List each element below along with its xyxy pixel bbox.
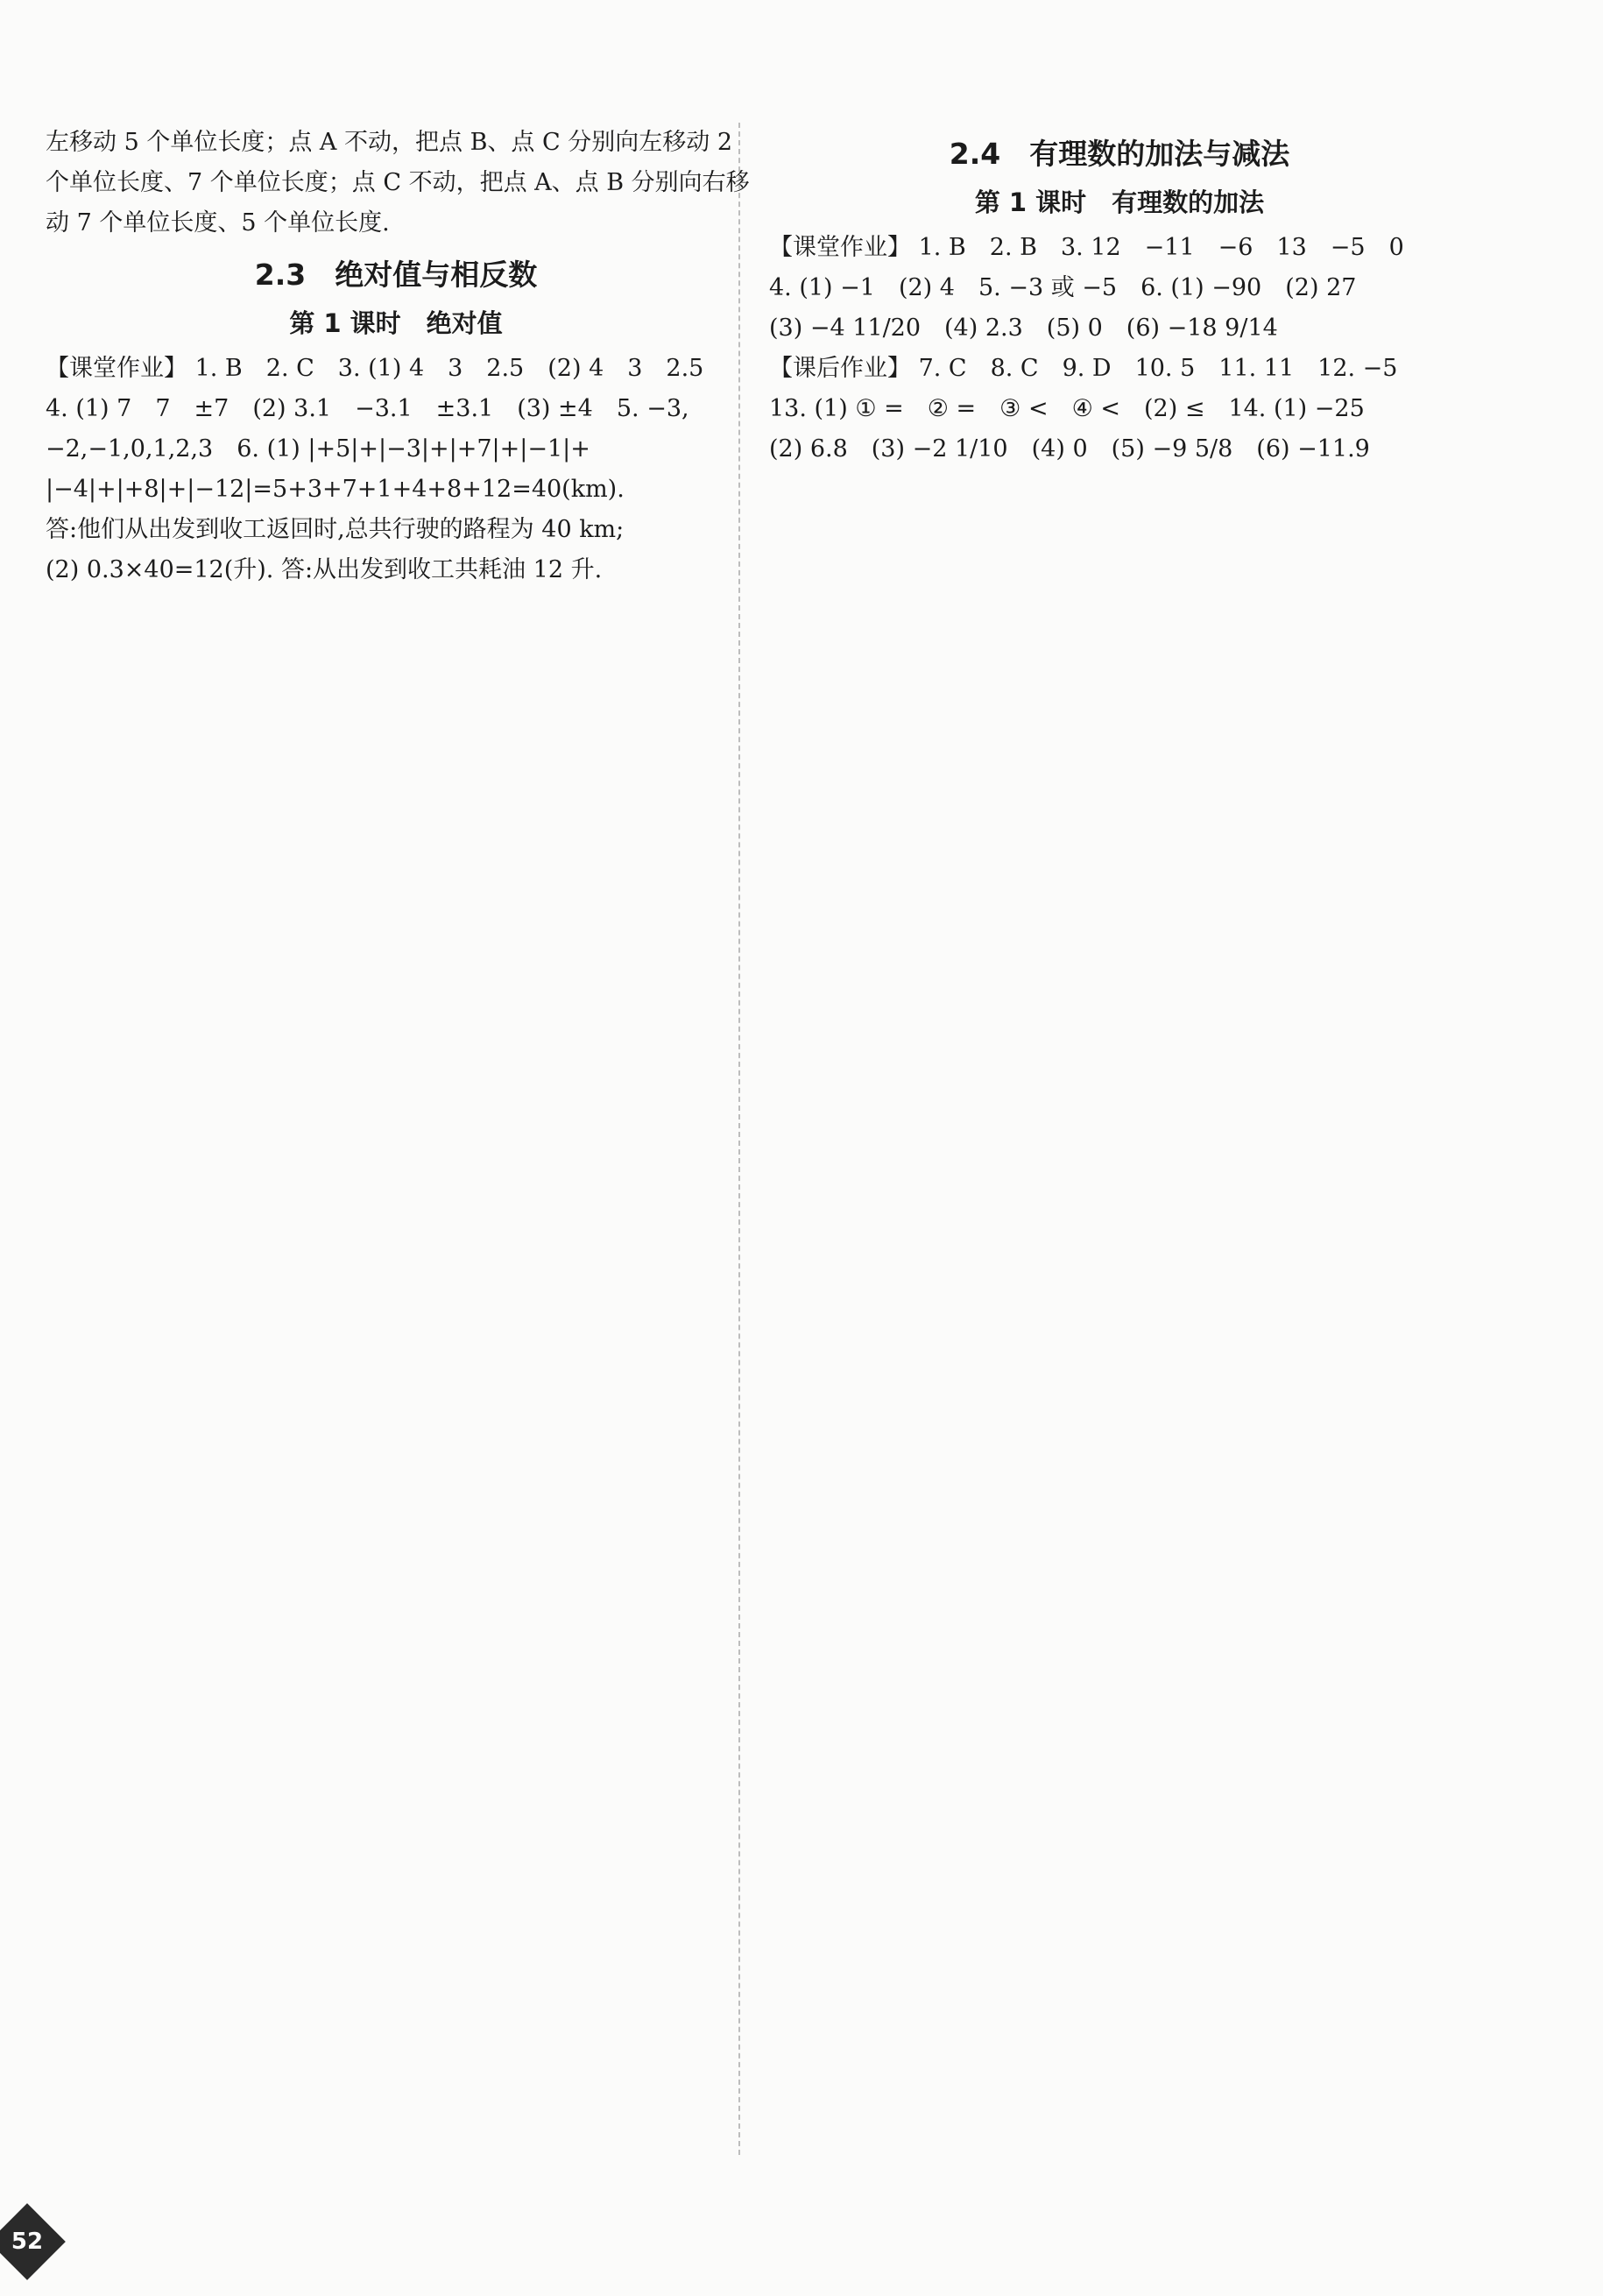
answer-line: 【课堂作业】 1. B 2. C 3. (1) 4 3 2.5 (2) 4 3 2.5: [46, 355, 704, 382]
intro-line: 左移动 5 个单位长度；点 A 不动，把点 B、点 C 分别向左移动 2: [46, 129, 733, 156]
answer-line: 【课堂作业】 1. B 2. B 3. 12 −11 −6 13 −5 0: [769, 234, 1404, 261]
answer-line: 答:他们从出发到收工返回时,总共行驶的路程为 40 km;: [46, 516, 625, 543]
answer-line: (2) 6.8 (3) −2 1/10 (4) 0 (5) −9 5/8 (6) −11.9: [769, 435, 1370, 463]
answer-line: 【课后作业】 7. C 8. C 9. D 10. 5 11. 11 12. −5: [769, 355, 1398, 382]
answer-line: |−4|+|+8|+|−12|=5+3+7+1+4+8+12=40(km).: [46, 476, 625, 503]
lesson-title: 第 1 课时 有理数的加法: [974, 187, 1265, 217]
answer-line: (3) −4 11/20 (4) 2.3 (5) 0 (6) −18 9/14: [769, 314, 1278, 342]
intro-line: 动 7 个单位长度、5 个单位长度.: [46, 209, 390, 237]
right-column: [769, 123, 1470, 470]
page-number: 52: [11, 2229, 44, 2255]
answer-line: 4. (1) 7 7 ±7 (2) 3.1 −3.1 ±3.1 (3) ±4 5. −3,: [46, 395, 689, 422]
answer-line: 4. (1) −1 (2) 4 5. −3 或 −5 6. (1) −90 (2) 27: [769, 274, 1357, 301]
answer-line: 13. (1) ① = ② = ③ < ④ < (2) ≤ 14. (1) −25: [769, 395, 1365, 422]
page-number-badge: [0, 2203, 66, 2280]
left-column: [46, 123, 750, 590]
section-title: 2.3 绝对值与相反数: [254, 258, 538, 292]
answer-line: (2) 0.3×40=12(升). 答:从出发到收工共耗油 12 升.: [46, 556, 603, 583]
answer-line: −2,−1,0,1,2,3 6. (1) |+5|+|−3|+|+7|+|−1|+: [46, 435, 590, 463]
intro-line: 个单位长度、7 个单位长度；点 C 不动，把点 A、点 B 分别向右移: [46, 169, 750, 196]
lesson-title: 第 1 课时 绝对值: [289, 308, 503, 338]
section-title: 2.4 有理数的加法与减法: [949, 137, 1290, 171]
